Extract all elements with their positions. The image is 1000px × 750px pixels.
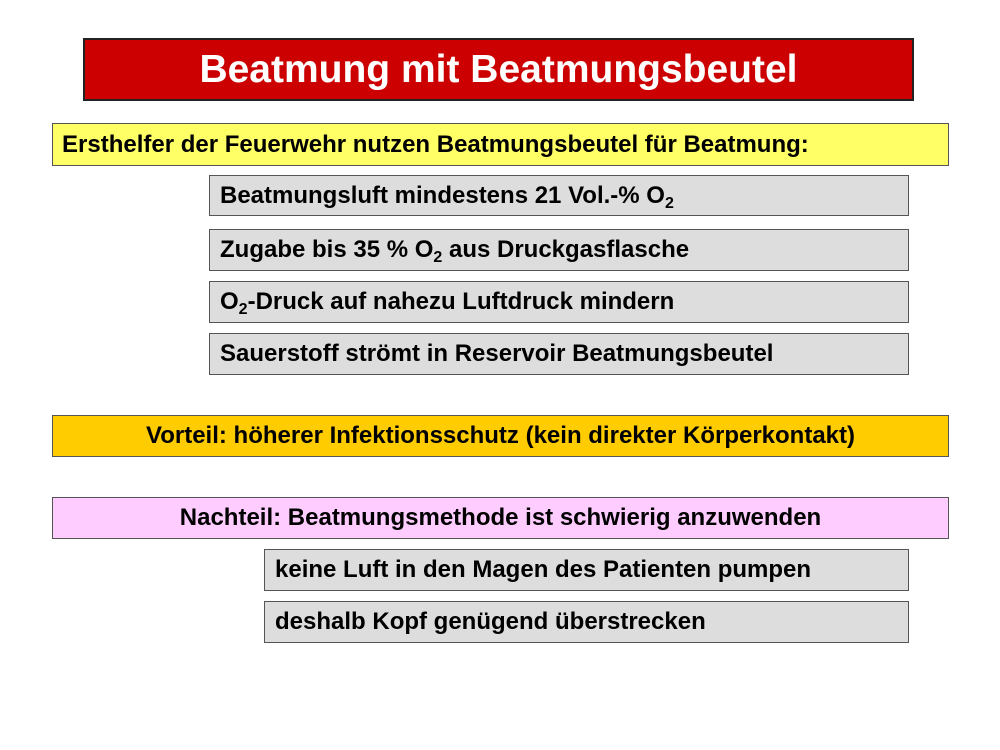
point-reservoir-text: Sauerstoff strömt in Reservoir Beatmungsbeutel (220, 340, 774, 367)
disadvantage-point-stomach (264, 549, 909, 591)
disadvantage-point-head (264, 601, 909, 643)
point-oxygen-addition-text: Zugabe bis 35 % $O_2$ aus Druckgasflasche (220, 236, 690, 266)
disadvantage-point-stomach-text: keine Luft in den Magen des Patienten pumpen (275, 556, 812, 583)
advantage-banner (52, 415, 949, 457)
point-oxygen-minimum (209, 175, 909, 216)
disadvantage-banner (52, 497, 949, 539)
point-oxygen-minimum-text: Beatmungsluft mindestens 21 Vol.-% $O_2$ (220, 181, 674, 212)
point-pressure-reduction-text: $O_2$-Druck auf nahezu Luftdruck mindern (220, 288, 675, 318)
intro-text: Ersthelfer der Feuerwehr nutzen Beatmungsbeutel für Beatmung: (62, 130, 809, 158)
slide-title (83, 38, 914, 101)
disadvantage-text: Nachteil: Beatmungsmethode ist schwierig anzuwenden (179, 504, 822, 531)
intro-banner (52, 123, 949, 166)
advantage-text: Vorteil: höherer Infektionsschutz (kein direkter Körperkontakt) (145, 422, 856, 449)
point-oxygen-addition (209, 229, 909, 271)
point-pressure-reduction (209, 281, 909, 323)
slide-title-text: Beatmung mit Beatmungsbeutel (199, 47, 798, 91)
point-reservoir (209, 333, 909, 375)
disadvantage-point-head-text: deshalb Kopf genügend überstrecken (275, 608, 706, 635)
